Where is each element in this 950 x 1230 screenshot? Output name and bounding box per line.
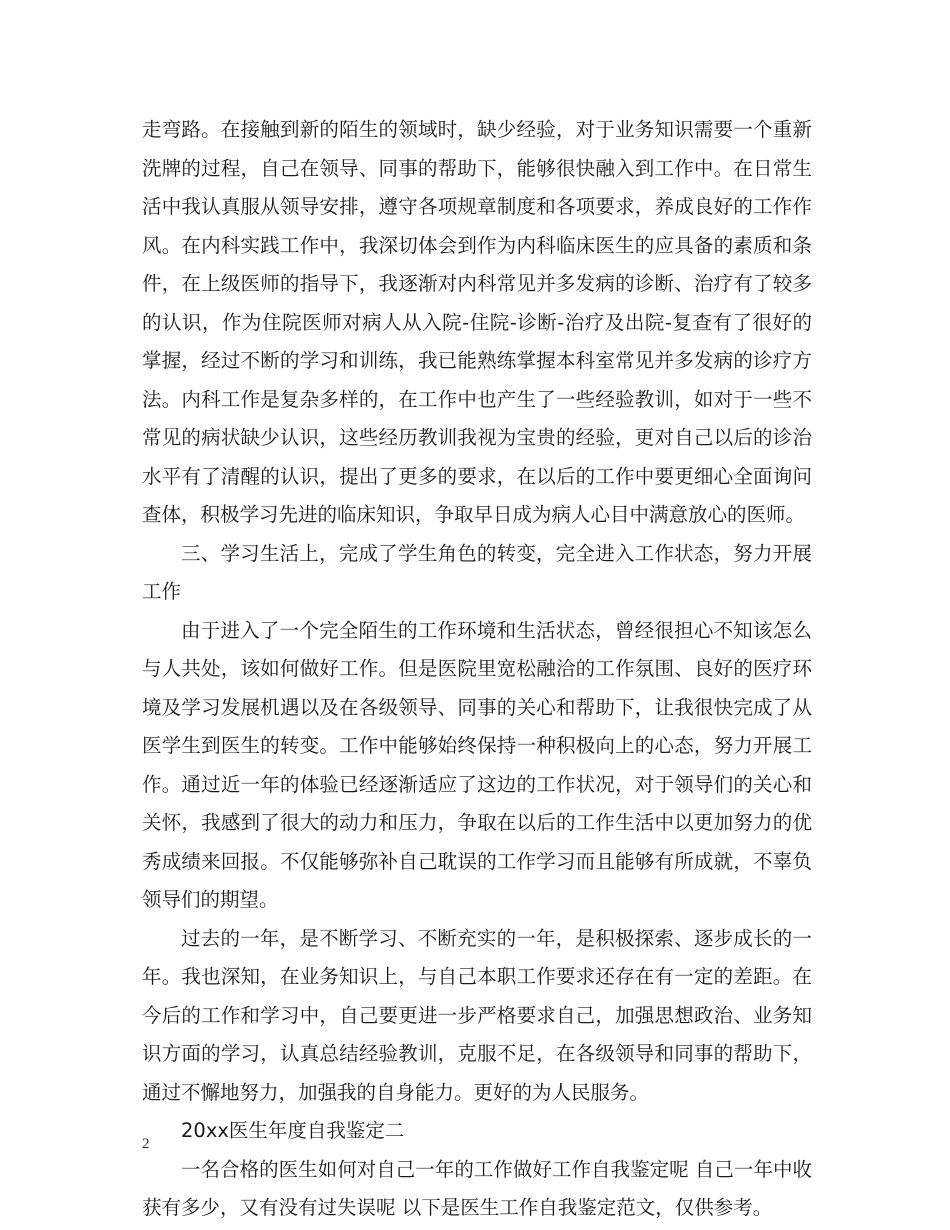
article-title: 20xx医生年度自我鉴定二	[181, 1119, 405, 1142]
paragraph-3: 过去的一年，是不断学习、不断充实的一年，是积极探索、逐步成长的一年。我也深知，在业务知识上，与自己本职工作要求还存在有一定的差距。在今后的工作和学习中，自己要更进一步严格要求自己，加强思想政治、业务知识方面的学习，认真总结经验教训，克服不足，在各级领导和同事的帮助下，通过不懈地努力，加强我的自身能力。更好的为人民服务。	[142, 926, 812, 1104]
paragraph-1: 走弯路。在接触到新的陌生的领域时，缺少经验，对于业务知识需要一个重新洗牌的过程，自己在领导、同事的帮助下，能够很快融入到工作中。在日常生活中我认真服从领导安排，遵守各项规章制度和各项要求，养成良好的工作作风。在内科实践工作中，我深切体会到作为内科临床医生的应具备的素质和条件，在上级医师的指导下，我逐渐对内科常见并多发病的诊断、治疗有了较多的认识，作为住院医师对病人从入院-住院-诊断-治疗及出院-复查有了很好的掌握，经过不断的学习和训练，我已能熟练掌握本科室常见并多发病的诊疗方法。内科工作是复杂多样的，在工作中也产生了一些经验教训，如对于一些不常见的病状缺少认识，这些经历教训我视为宝贵的经验，更对自己以后的诊治水平有了清醒的认识，提出了更多的要求，在以后的工作中要更细心全面询问查体，积极学习先进的临床知识，争取早日成为病人心目中满意放心的医师。	[142, 118, 812, 526]
paragraph-4: 一名合格的医生如何对自己一年的工作做好工作自我鉴定呢 自己一年中收获有多少，又有没有过失误呢 以下是医生工作自我鉴定范文，仅供参考。	[142, 1157, 812, 1219]
document-body	[142, 111, 812, 1228]
page-number: 2	[142, 1136, 150, 1152]
section-heading: 三、学习生活上，完成了学生角色的转变，完全进入工作状态，努力开展工作	[142, 541, 812, 603]
paragraph-2: 由于进入了一个完全陌生的工作环境和生活状态，曾经很担心不知该怎么与人共处，该如何做好工作。但是医院里宽松融洽的工作氛围、良好的医疗环境及学习发展机遇以及在各级领导、同事的关心和帮助下，让我很快完成了从医学生到医生的转变。工作中能够始终保持一种积极向上的心态，努力开展工作。通过近一年的体验已经逐渐适应了这边的工作状况，对于领导们的关心和关怀，我感到了很大的动力和压力，争取在以后的工作生活中以更加努力的优秀成绩来回报。不仅能够弥补自己耽误的工作学习而且能够有所成就，不辜负领导们的期望。	[142, 618, 812, 911]
